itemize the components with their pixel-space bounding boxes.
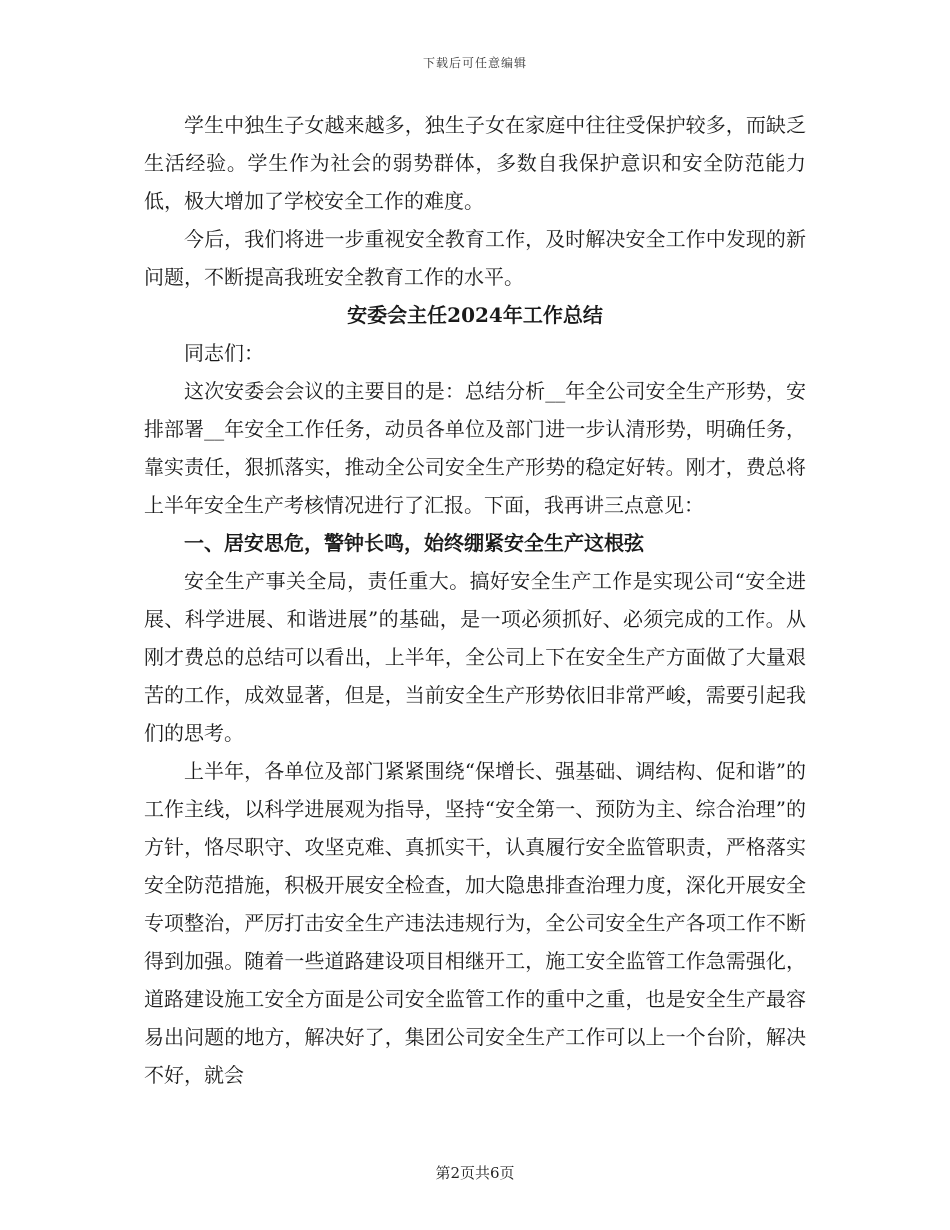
paragraph-students: 学生中独生子女越来越多，独生子女在家庭中往往受保护较多，而缺乏生活经验。学生作为社会的弱势群体，多数自我保护意识和安全防范能力低，极大增加了学校安全工作的难度。 bbox=[144, 113, 806, 213]
page-number: 第2页共6页 bbox=[435, 1164, 515, 1182]
page-header-note: 下载后可任意编辑 bbox=[422, 56, 527, 70]
greeting: 同志们： bbox=[184, 341, 264, 365]
paragraph-meeting-purpose: 这次安委会会议的主要目的是：总结分析__年全公司安全生产形势，安排部署__年安全工作任务，动员各单位及部门进一步认清形势，明确任务，靠实责任，狠抓落实，推动全公司安全生产形势的稳定好转。刚才，费总将上半年安全生产考核情况进行了汇报。下面，我再讲三点意见： bbox=[144, 379, 806, 517]
document-body bbox=[144, 106, 806, 1094]
paragraph-future: 今后，我们将进一步重视安全教育工作，及时解决安全工作中发现的新问题，不断提高我班安全教育工作的水平。 bbox=[144, 227, 806, 289]
paragraph-safety-overall: 安全生产事关全局，责任重大。搞好安全生产工作是实现公司“安全进展、科学进展、和谐进展”的基础，是一项必须抓好、必须完成的工作。从刚才费总的总结可以看出，上半年，全公司上下在安全生产方面做了大量艰苦的工作，成效显著，但是，当前安全生产形势依旧非常严峻，需要引起我们的思考。 bbox=[144, 569, 806, 745]
section-heading-1: 一、居安思危，警钟长鸣，始终绷紧安全生产这根弦 bbox=[184, 531, 644, 555]
document-title: 安委会主任2024年工作总结 bbox=[347, 303, 603, 327]
paragraph-first-half: 上半年，各单位及部门紧紧围绕“保增长、强基础、调结构、促和谐”的工作主线，以科学进展观为指导，坚持“安全第一、预防为主、综合治理”的方针，恪尽职守、攻坚克难、真抓实干，认真履行安全监管职责，严格落实安全防范措施，积极开展安全检查，加大隐患排查治理力度，深化开展安全专项整治，严厉打击安全生产违法违规行为，全公司安全生产各项工作不断得到加强。随着一些道路建设项目相继开工，施工安全监管工作急需强化，道路建设施工安全方面是公司安全监管工作的重中之重，也是安全生产最容易出问题的地方，解决好了，集团公司安全生产工作可以上一个台阶，解决不好，就会 bbox=[144, 759, 806, 1087]
